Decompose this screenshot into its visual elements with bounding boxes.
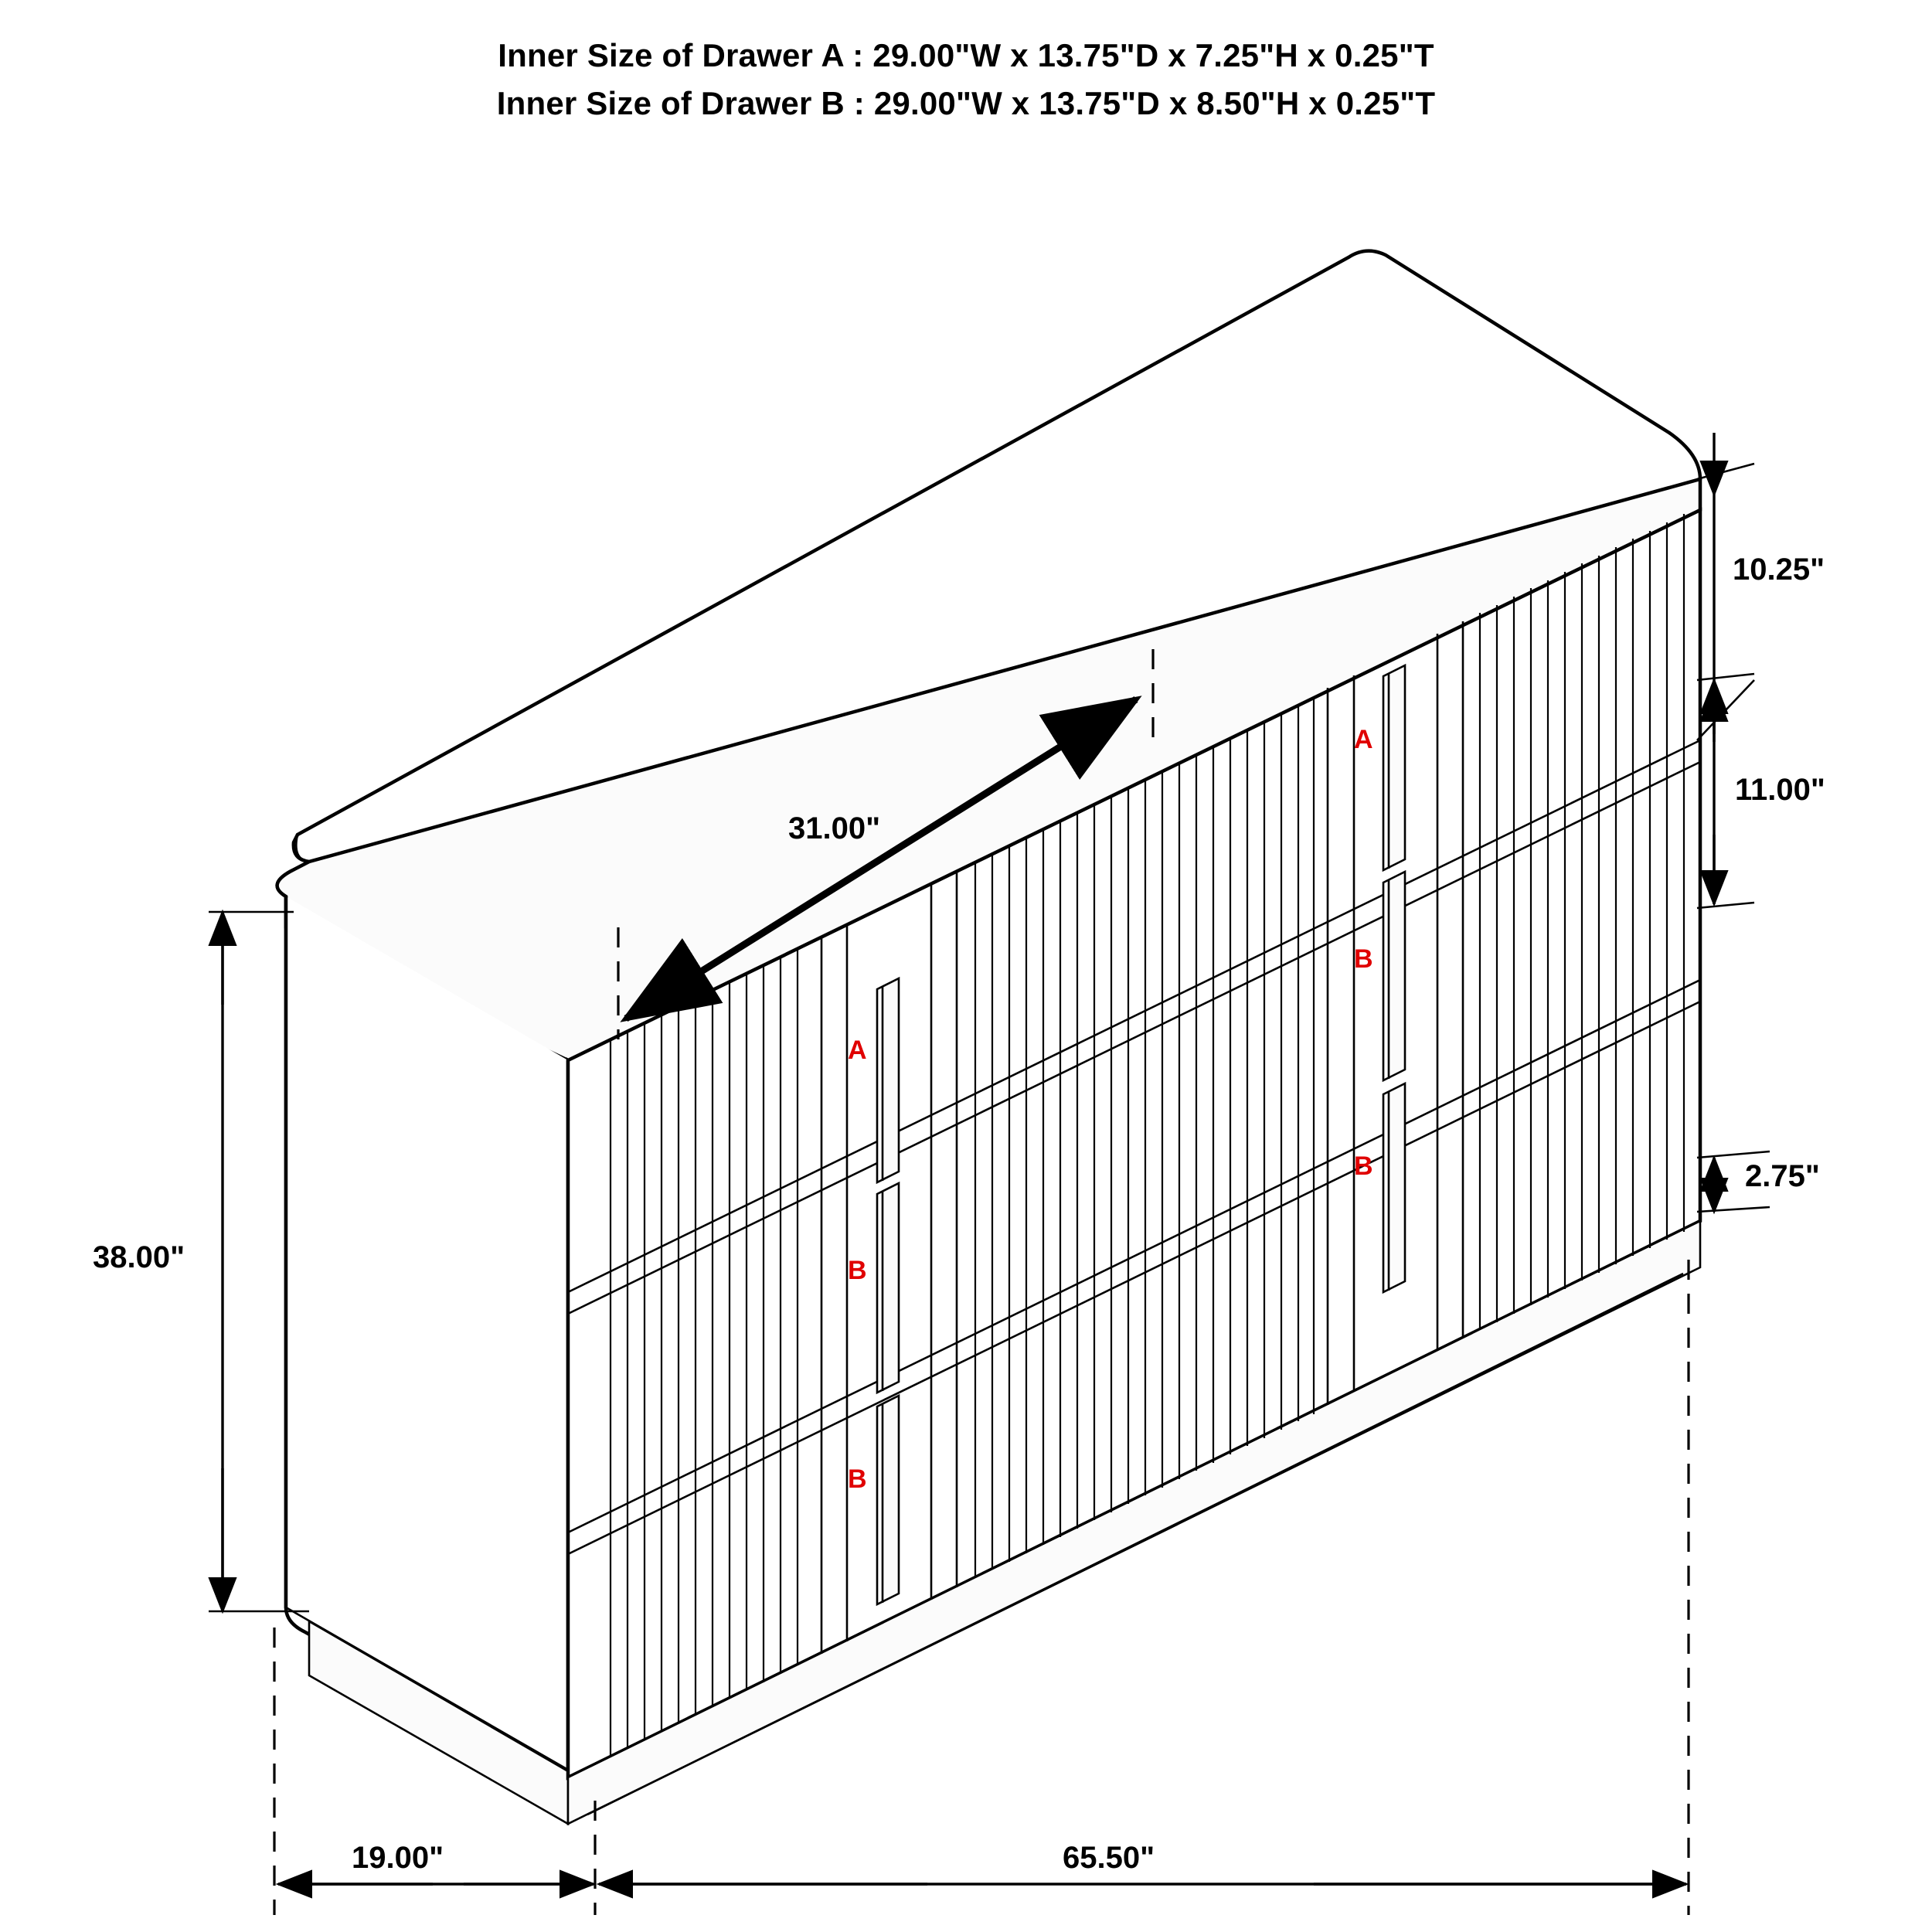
label-height-38: 38.00" [93, 1240, 185, 1274]
drawer-label-left-a: A [848, 1036, 867, 1065]
drawer-label-left-b2: B [848, 1464, 867, 1494]
label-depth-31: 31.00" [788, 811, 881, 845]
dimension-top-section-1025 [1697, 433, 1754, 742]
drawer-b-spec-text: Inner Size of Drawer B : 29.00"W x 13.75"D x 8.50"H x 0.25"T [496, 85, 1436, 121]
right-drawer-handle[interactable] [1383, 665, 1405, 1292]
drawer-label-right-b2: B [1354, 1151, 1373, 1181]
left-drawer-handle[interactable] [877, 978, 899, 1604]
label-width-6550: 65.50" [1063, 1841, 1155, 1875]
label-plinth-275: 2.75" [1745, 1159, 1820, 1193]
drawer-label-left-b1: B [848, 1256, 867, 1285]
label-top-section-1025: 10.25" [1733, 553, 1825, 587]
label-side-depth-19: 19.00" [352, 1841, 444, 1875]
drawer-a-spec-text: Inner Size of Drawer A : 29.00"W x 13.75"D x 7.25"H x 0.25"T [498, 37, 1434, 73]
label-middle-section-1100: 11.00" [1735, 773, 1825, 807]
drawer-label-right-b1: B [1354, 944, 1373, 974]
drawer-label-right-a: A [1354, 725, 1373, 754]
